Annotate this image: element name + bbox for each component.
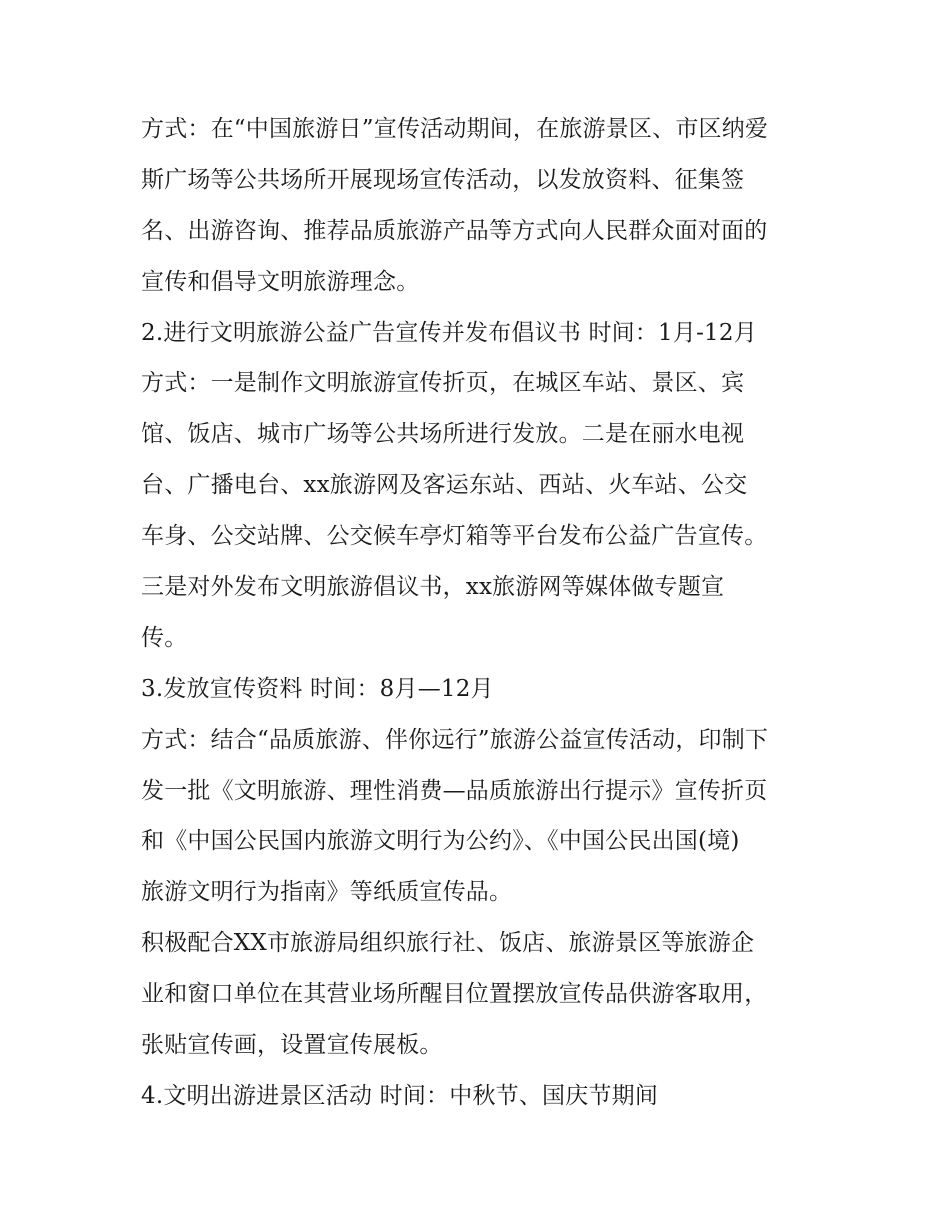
text-line: 方式：一是制作文明旅游宣传折页，在城区车站、景区、宾 <box>141 370 745 397</box>
text-line: 积极配合XX市旅游局组织旅行社、饭店、旅游景区等旅游企 <box>141 930 755 957</box>
section-heading-2: 2.进行文明旅游公益广告宣传并发布倡议书 时间：1月-12月 <box>141 319 757 346</box>
text-line: 台、广播电台、xx旅游网及客运东站、西站、火车站、公交 <box>141 472 748 499</box>
text-line: 传。 <box>141 624 188 651</box>
section-heading-3: 3.发放宣传资料 时间：8月—12月 <box>141 675 494 702</box>
text-line: 和《中国公民国内旅游文明行为公约》、《中国公民出国(境) <box>141 828 740 855</box>
text-line: 发一批《文明旅游、理性消费—品质旅游出行提示》宣传折页 <box>141 777 768 804</box>
text-line: 方式：结合“品质旅游、伴你远行”旅游公益宣传活动，印制下 <box>141 726 769 753</box>
text-line: 方式：在“中国旅游日”宣传活动期间，在旅游景区、市区纳爱 <box>141 116 769 142</box>
text-line: 张贴宣传画，设置宣传展板。 <box>141 1032 443 1059</box>
document-body <box>141 104 821 1122</box>
text-line: 三是对外发布文明旅游倡议书，xx旅游网等媒体做专题宣 <box>141 574 725 601</box>
text-line: 宣传和倡导文明旅游理念。 <box>141 268 420 295</box>
section-heading-4: 4.文明出游进景区活动 时间：中秋节、国庆节期间 <box>141 1082 659 1109</box>
text-line: 旅游文明行为指南》等纸质宣传品。 <box>141 879 513 906</box>
text-line: 馆、饭店、城市广场等公共场所进行发放。二是在丽水电视 <box>141 421 745 448</box>
text-line: 名、出游咨询、推荐品质旅游产品等方式向人民群众面对面的 <box>141 217 768 244</box>
text-line: 斯广场等公共场所开展现场宣传活动，以发放资料、征集签 <box>141 166 745 193</box>
text-line: 业和窗口单位在其营业场所醒目位置摆放宣传品供游客取用， <box>141 981 768 1008</box>
text-line: 车身、公交站牌、公交候车亭灯箱等平台发布公益广告宣传。 <box>141 523 768 550</box>
